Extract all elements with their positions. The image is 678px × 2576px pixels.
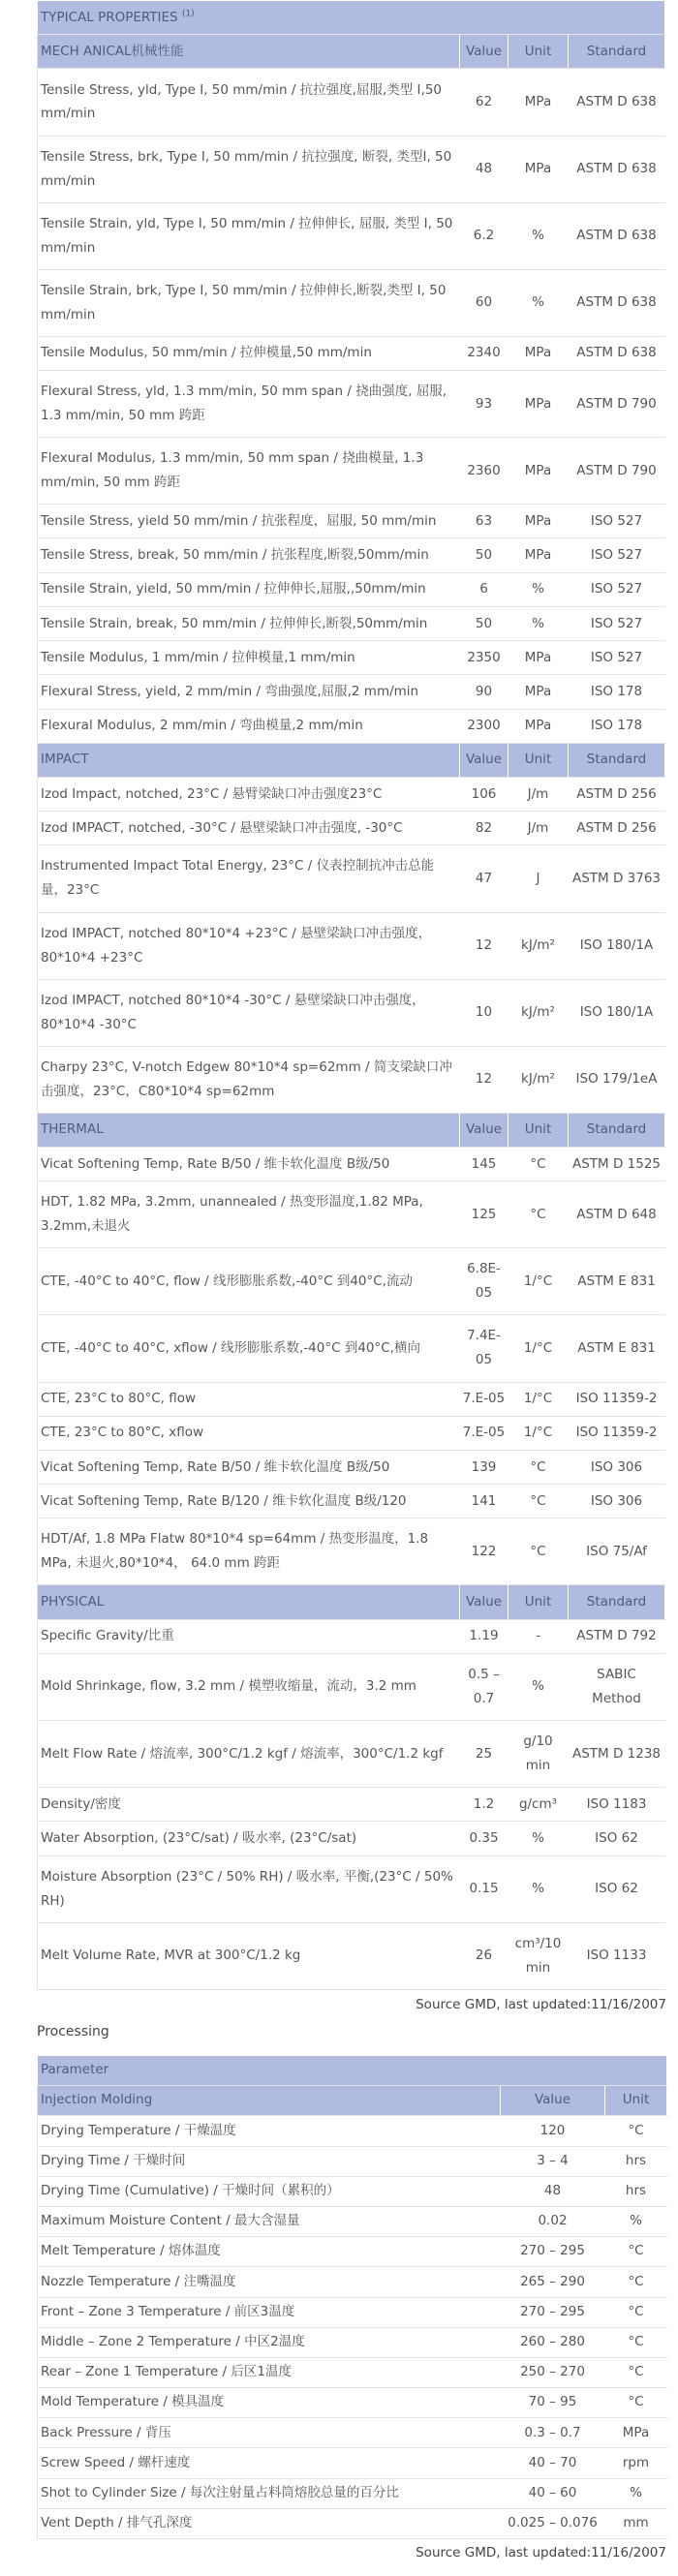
property-value: 7.4E-05 <box>460 1315 508 1382</box>
parameter-name: Middle – Zone 2 Temperature / 中区2温度 <box>38 2327 501 2357</box>
property-value: 12 <box>460 912 508 979</box>
property-standard: ASTM D 638 <box>569 69 665 136</box>
value-header: Value <box>460 35 508 69</box>
property-value: 6 <box>460 572 508 606</box>
property-row <box>38 1619 665 1653</box>
property-unit: °C <box>508 1450 569 1484</box>
property-unit: 1/°C <box>508 1416 569 1450</box>
parameter-unit: °C <box>605 2327 667 2357</box>
property-unit: J/m <box>508 777 569 811</box>
property-standard: ISO 527 <box>569 606 665 640</box>
property-name: Tensile Strain, break, 50 mm/min / 拉伸伸长,断裂,50mm/min <box>38 606 460 640</box>
value-header: Value <box>460 1585 508 1619</box>
property-row <box>38 1788 665 1822</box>
property-unit: kJ/m² <box>508 979 569 1046</box>
property-name: Tensile Modulus, 50 mm/min / 拉伸模量,50 mm/min <box>38 336 460 370</box>
property-value: 2350 <box>460 641 508 675</box>
parameter-unit: hrs <box>605 2146 667 2176</box>
section-header-row <box>38 35 665 69</box>
property-row <box>38 1822 665 1855</box>
typical-properties-title: TYPICAL PROPERTIES $^{(1)}$ <box>38 1 665 35</box>
property-name: Tensile Stress, break, 50 mm/min / 抗张程度,断裂,50mm/min <box>38 538 460 572</box>
property-value: 26 <box>460 1922 508 1989</box>
processing-row <box>38 2327 667 2357</box>
standard-header: Standard <box>569 35 665 69</box>
property-value: 2340 <box>460 336 508 370</box>
parameter-unit: °C <box>605 2388 667 2418</box>
property-name: Water Absorption, (23°C/sat) / 吸水率, (23°C/sat) <box>38 1822 460 1855</box>
property-row <box>38 777 665 811</box>
property-name: Flexural Modulus, 2 mm/min / 弯曲模量,2 mm/min <box>38 709 460 743</box>
property-unit: MPa <box>508 505 569 538</box>
property-unit: % <box>508 572 569 606</box>
property-name: Izod Impact, notched, 23°C / 悬臂梁缺口冲击强度23°C <box>38 777 460 811</box>
property-unit: % <box>508 202 569 269</box>
property-standard: ASTM D 648 <box>569 1181 665 1248</box>
property-value: 10 <box>460 979 508 1046</box>
parameter-value: 265 – 290 <box>501 2267 605 2297</box>
property-row <box>38 641 665 675</box>
typical-properties-title-row <box>38 1 665 35</box>
property-unit: - <box>508 1619 569 1653</box>
property-standard: ISO 1183 <box>569 1788 665 1822</box>
property-standard: ASTM D 638 <box>569 202 665 269</box>
section-name: PHYSICAL <box>38 1585 460 1619</box>
property-name: CTE, -40°C to 40°C, flow / 线形膨胀系数,-40°C 到40°C,流动 <box>38 1248 460 1315</box>
property-row <box>38 709 665 743</box>
parameter-value: 120 <box>501 2116 605 2146</box>
property-unit: g/cm³ <box>508 1788 569 1822</box>
property-standard: ISO 306 <box>569 1450 665 1484</box>
property-unit: 1/°C <box>508 1248 569 1315</box>
parameter-value: 270 – 295 <box>501 2237 605 2267</box>
processing-row <box>38 2297 667 2327</box>
property-value: 139 <box>460 1450 508 1484</box>
property-standard: ISO 11359-2 <box>569 1416 665 1450</box>
property-row <box>38 1046 665 1113</box>
property-value: 125 <box>460 1181 508 1248</box>
property-row <box>38 202 665 269</box>
typical-properties-table <box>37 0 664 1990</box>
unit-header: Unit <box>508 743 569 777</box>
property-unit: MPa <box>508 136 569 202</box>
property-row <box>38 269 665 336</box>
property-unit: MPa <box>508 336 569 370</box>
property-row <box>38 1148 665 1181</box>
parameter-name: Mold Temperature / 模具温度 <box>38 2388 501 2418</box>
property-standard: ISO 1133 <box>569 1922 665 1989</box>
unit-header: Unit <box>605 2086 667 2116</box>
property-row <box>38 371 665 438</box>
property-standard: ASTM E 831 <box>569 1248 665 1315</box>
property-standard: ISO 178 <box>569 709 665 743</box>
property-unit: MPa <box>508 641 569 675</box>
processing-row <box>38 2388 667 2418</box>
property-unit: °C <box>508 1518 569 1585</box>
processing-row <box>38 2116 667 2146</box>
property-value: 141 <box>460 1485 508 1518</box>
section-name: Injection Molding <box>38 2086 501 2116</box>
property-value: 93 <box>460 371 508 438</box>
parameter-name: Drying Time (Cumulative) / 干燥时间（累积的） <box>38 2176 501 2206</box>
parameter-unit: °C <box>605 2237 667 2267</box>
property-name: Vicat Softening Temp, Rate B/50 / 维卡软化温度 B级/50 <box>38 1450 460 1484</box>
processing-row <box>38 2478 667 2508</box>
property-value: 25 <box>460 1721 508 1788</box>
standard-header: Standard <box>569 1113 665 1147</box>
parameter-name: Drying Temperature / 干燥温度 <box>38 2116 501 2146</box>
property-row <box>38 1653 665 1720</box>
property-standard: ISO 62 <box>569 1822 665 1855</box>
section-name: MECH ANICAL机械性能 <box>38 35 460 69</box>
property-name: Charpy 23°C, V-notch Edgew 80*10*4 sp=62mm / 简支梁缺口冲击强度，23°C，C80*10*4 sp=62mm <box>38 1046 460 1113</box>
property-standard: ASTM D 792 <box>569 1619 665 1653</box>
property-value: 90 <box>460 675 508 709</box>
property-row <box>38 1922 665 1989</box>
property-unit: MPa <box>508 709 569 743</box>
property-name: Izod IMPACT, notched 80*10*4 +23°C / 悬壁梁缺口冲击强度，80*10*4 +23°C <box>38 912 460 979</box>
property-unit: MPa <box>508 538 569 572</box>
property-value: 0.15 <box>460 1855 508 1922</box>
property-unit: % <box>508 1855 569 1922</box>
property-row <box>38 505 665 538</box>
section-header-row <box>38 1113 665 1147</box>
property-standard: ISO 180/1A <box>569 979 665 1046</box>
property-value: 63 <box>460 505 508 538</box>
parameter-value: 0.02 <box>501 2206 605 2236</box>
property-value: 7.E-05 <box>460 1382 508 1416</box>
property-name: CTE, -40°C to 40°C, xflow / 线形膨胀系数,-40°C 到40°C,横向 <box>38 1315 460 1382</box>
property-unit: J/m <box>508 812 569 845</box>
property-row <box>38 675 665 709</box>
parameter-name: Shot to Cylinder Size / 每次注射量占料筒熔胶总量的百分比 <box>38 2478 501 2508</box>
property-row <box>38 979 665 1046</box>
value-header: Value <box>460 1113 508 1147</box>
property-value: 50 <box>460 606 508 640</box>
parameter-unit: % <box>605 2478 667 2508</box>
property-name: Tensile Stress, yld, Type I, 50 mm/min / 抗拉强度,屈服,类型 I,50 mm/min <box>38 69 460 136</box>
property-value: 48 <box>460 136 508 202</box>
property-value: 122 <box>460 1518 508 1585</box>
property-standard: ASTM E 831 <box>569 1315 665 1382</box>
parameter-unit: °C <box>605 2357 667 2387</box>
property-standard: ISO 527 <box>569 505 665 538</box>
property-value: 60 <box>460 269 508 336</box>
property-unit: °C <box>508 1181 569 1248</box>
parameter-name: Drying Time / 干燥时间 <box>38 2146 501 2176</box>
property-unit: cm³/10 min <box>508 1922 569 1989</box>
property-name: Specific Gravity/比重 <box>38 1619 460 1653</box>
parameter-name: Screw Speed / 螺杆速度 <box>38 2448 501 2478</box>
property-standard: ISO 179/1eA <box>569 1046 665 1113</box>
property-standard: ISO 11359-2 <box>569 1382 665 1416</box>
property-standard: ISO 180/1A <box>569 912 665 979</box>
parameter-unit: % <box>605 2206 667 2236</box>
property-row <box>38 606 665 640</box>
parameter-value: 48 <box>501 2176 605 2206</box>
property-standard: ASTM D 790 <box>569 438 665 505</box>
section-name: IMPACT <box>38 743 460 777</box>
processing-title: Processing <box>37 2024 109 2039</box>
property-standard: ASTM D 638 <box>569 269 665 336</box>
property-row <box>38 1315 665 1382</box>
processing-parameter-header-row <box>38 2056 667 2086</box>
parameter-name: Nozzle Temperature / 注嘴温度 <box>38 2267 501 2297</box>
property-standard: ASTM D 3763 <box>569 845 665 912</box>
property-value: 145 <box>460 1148 508 1181</box>
property-row <box>38 69 665 136</box>
property-row <box>38 572 665 606</box>
property-unit: MPa <box>508 69 569 136</box>
property-row <box>38 1382 665 1416</box>
property-value: 106 <box>460 777 508 811</box>
parameter-value: 0.3 – 0.7 <box>501 2418 605 2448</box>
property-name: Tensile Strain, brk, Type I, 50 mm/min / 拉伸伸长,断裂,类型 I, 50 mm/min <box>38 269 460 336</box>
parameter-name: Maximum Moisture Content / 最大含湿量 <box>38 2206 501 2236</box>
parameter-name: Vent Depth / 排气孔深度 <box>38 2508 501 2538</box>
property-unit: J <box>508 845 569 912</box>
section-header-row <box>38 743 665 777</box>
property-standard: ISO 178 <box>569 675 665 709</box>
property-value: 2300 <box>460 709 508 743</box>
property-standard: ISO 527 <box>569 572 665 606</box>
property-unit: % <box>508 606 569 640</box>
property-name: Flexural Modulus, 1.3 mm/min, 50 mm span / 挠曲模量, 1.3 mm/min, 50 mm 跨距 <box>38 438 460 505</box>
property-unit: MPa <box>508 371 569 438</box>
property-unit: % <box>508 269 569 336</box>
properties-source-note: Source GMD, last updated:11/16/2007 <box>416 1997 666 2012</box>
property-standard: ISO 527 <box>569 641 665 675</box>
property-name: Tensile Strain, yield, 50 mm/min / 拉伸伸长,屈服,,50mm/min <box>38 572 460 606</box>
property-row <box>38 1416 665 1450</box>
property-name: Tensile Stress, brk, Type I, 50 mm/min / 抗拉强度, 断裂, 类型I, 50 mm/min <box>38 136 460 202</box>
processing-row <box>38 2146 667 2176</box>
parameter-value: 40 – 60 <box>501 2478 605 2508</box>
processing-row <box>38 2448 667 2478</box>
parameter-name: Rear – Zone 1 Temperature / 后区1温度 <box>38 2357 501 2387</box>
processing-section-header-row <box>38 2086 667 2116</box>
unit-header: Unit <box>508 1585 569 1619</box>
processing-row <box>38 2176 667 2206</box>
property-name: Izod IMPACT, notched, -30°C / 悬壁梁缺口冲击强度, -30°C <box>38 812 460 845</box>
property-standard: ISO 306 <box>569 1485 665 1518</box>
parameter-unit: MPa <box>605 2418 667 2448</box>
processing-source-note: Source GMD, last updated:11/16/2007 <box>416 2545 666 2561</box>
property-value: 12 <box>460 1046 508 1113</box>
property-standard: ASTM D 1238 <box>569 1721 665 1788</box>
property-name: Tensile Stress, yield 50 mm/min / 抗张程度，屈服, 50 mm/min <box>38 505 460 538</box>
property-unit: 1/°C <box>508 1382 569 1416</box>
property-value: 6.8E-05 <box>460 1248 508 1315</box>
property-name: Moisture Absorption (23°C / 50% RH) / 吸水率, 平衡,(23°C / 50% RH) <box>38 1855 460 1922</box>
property-unit: MPa <box>508 438 569 505</box>
property-row <box>38 1721 665 1788</box>
property-standard: ISO 62 <box>569 1855 665 1922</box>
property-name: Flexural Stress, yld, 1.3 mm/min, 50 mm span / 挠曲强度, 屈服, 1.3 mm/min, 50 mm 跨距 <box>38 371 460 438</box>
property-unit: MPa <box>508 675 569 709</box>
parameter-value: 260 – 280 <box>501 2327 605 2357</box>
property-name: CTE, 23°C to 80°C, xflow <box>38 1416 460 1450</box>
property-row <box>38 1450 665 1484</box>
property-name: HDT, 1.82 MPa, 3.2mm, unannealed / 热变形温度,1.82 MPa, 3.2mm,未退火 <box>38 1181 460 1248</box>
parameter-header: Parameter <box>38 2056 667 2086</box>
property-standard: ISO 75/Af <box>569 1518 665 1585</box>
parameter-name: Back Pressure / 背压 <box>38 2418 501 2448</box>
property-value: 50 <box>460 538 508 572</box>
property-unit: kJ/m² <box>508 912 569 979</box>
property-value: 82 <box>460 812 508 845</box>
property-name: Mold Shrinkage, flow, 3.2 mm / 模塑收缩量，流动，3.2 mm <box>38 1653 460 1720</box>
property-row <box>38 1518 665 1585</box>
property-value: 0.5 – 0.7 <box>460 1653 508 1720</box>
property-row <box>38 912 665 979</box>
property-standard: ASTM D 790 <box>569 371 665 438</box>
property-standard: ASTM D 256 <box>569 777 665 811</box>
property-row <box>38 1855 665 1922</box>
parameter-unit: rpm <box>605 2448 667 2478</box>
property-name: Melt Volume Rate, MVR at 300°C/1.2 kg <box>38 1922 460 1989</box>
parameter-name: Melt Temperature / 熔体温度 <box>38 2237 501 2267</box>
property-row <box>38 438 665 505</box>
processing-row <box>38 2357 667 2387</box>
property-unit: °C <box>508 1148 569 1181</box>
property-standard: ASTM D 638 <box>569 136 665 202</box>
property-name: HDT/Af, 1.8 MPa Flatw 80*10*4 sp=64mm / 热变形温度，1.8 MPa, 未退火,80*10*4， 64.0 mm 跨距 <box>38 1518 460 1585</box>
unit-header: Unit <box>508 35 569 69</box>
processing-row <box>38 2418 667 2448</box>
processing-row <box>38 2237 667 2267</box>
property-row <box>38 136 665 202</box>
property-standard: ASTM D 638 <box>569 336 665 370</box>
property-unit: °C <box>508 1485 569 1518</box>
footnote-marker: (1) <box>181 9 195 19</box>
property-standard: SABIC Method <box>569 1653 665 1720</box>
property-name: Vicat Softening Temp, Rate B/120 / 维卡软化温度 B级/120 <box>38 1485 460 1518</box>
value-header: Value <box>501 2086 605 2116</box>
parameter-value: 270 – 295 <box>501 2297 605 2327</box>
standard-header: Standard <box>569 1585 665 1619</box>
property-name: Tensile Strain, yld, Type I, 50 mm/min / 拉伸伸长, 屈服, 类型 I, 50 mm/min <box>38 202 460 269</box>
property-name: Instrumented Impact Total Energy, 23°C / 仪表控制抗冲击总能量，23°C <box>38 845 460 912</box>
unit-header: Unit <box>508 1113 569 1147</box>
parameter-value: 70 – 95 <box>501 2388 605 2418</box>
property-name: Vicat Softening Temp, Rate B/50 / 维卡软化温度 B级/50 <box>38 1148 460 1181</box>
property-row <box>38 1248 665 1315</box>
property-name: Tensile Modulus, 1 mm/min / 拉伸模量,1 mm/min <box>38 641 460 675</box>
property-unit: 1/°C <box>508 1315 569 1382</box>
property-standard: ASTM D 256 <box>569 812 665 845</box>
property-value: 1.2 <box>460 1788 508 1822</box>
parameter-value: 40 – 70 <box>501 2448 605 2478</box>
parameter-unit: hrs <box>605 2176 667 2206</box>
section-name: THERMAL <box>38 1113 460 1147</box>
property-value: 62 <box>460 69 508 136</box>
property-row <box>38 538 665 572</box>
property-value: 6.2 <box>460 202 508 269</box>
processing-row <box>38 2508 667 2538</box>
parameter-unit: °C <box>605 2267 667 2297</box>
property-value: 0.35 <box>460 1822 508 1855</box>
parameter-unit: °C <box>605 2297 667 2327</box>
processing-row <box>38 2267 667 2297</box>
processing-table <box>37 2055 666 2539</box>
property-row <box>38 1181 665 1248</box>
property-value: 47 <box>460 845 508 912</box>
property-row <box>38 812 665 845</box>
property-unit: kJ/m² <box>508 1046 569 1113</box>
property-name: Density/密度 <box>38 1788 460 1822</box>
property-standard: ISO 527 <box>569 538 665 572</box>
standard-header: Standard <box>569 743 665 777</box>
property-row <box>38 845 665 912</box>
property-unit: g/10 min <box>508 1721 569 1788</box>
parameter-value: 3 – 4 <box>501 2146 605 2176</box>
property-row <box>38 336 665 370</box>
parameter-value: 250 – 270 <box>501 2357 605 2387</box>
property-unit: % <box>508 1653 569 1720</box>
property-unit: % <box>508 1822 569 1855</box>
parameter-value: 0.025 – 0.076 <box>501 2508 605 2538</box>
property-row <box>38 1485 665 1518</box>
parameter-name: Front – Zone 3 Temperature / 前区3温度 <box>38 2297 501 2327</box>
property-name: Izod IMPACT, notched 80*10*4 -30°C / 悬壁梁缺口冲击强度，80*10*4 -30°C <box>38 979 460 1046</box>
section-header-row <box>38 1585 665 1619</box>
processing-row <box>38 2206 667 2236</box>
property-name: CTE, 23°C to 80°C, flow <box>38 1382 460 1416</box>
property-value: 2360 <box>460 438 508 505</box>
property-name: Melt Flow Rate / 熔流率, 300°C/1.2 kgf / 熔流率，300°C/1.2 kgf <box>38 1721 460 1788</box>
value-header: Value <box>460 743 508 777</box>
property-name: Flexural Stress, yield, 2 mm/min / 弯曲强度,屈服,2 mm/min <box>38 675 460 709</box>
parameter-unit: °C <box>605 2116 667 2146</box>
property-value: 7.E-05 <box>460 1416 508 1450</box>
parameter-unit: mm <box>605 2508 667 2538</box>
property-standard: ASTM D 1525 <box>569 1148 665 1181</box>
property-value: 1.19 <box>460 1619 508 1653</box>
